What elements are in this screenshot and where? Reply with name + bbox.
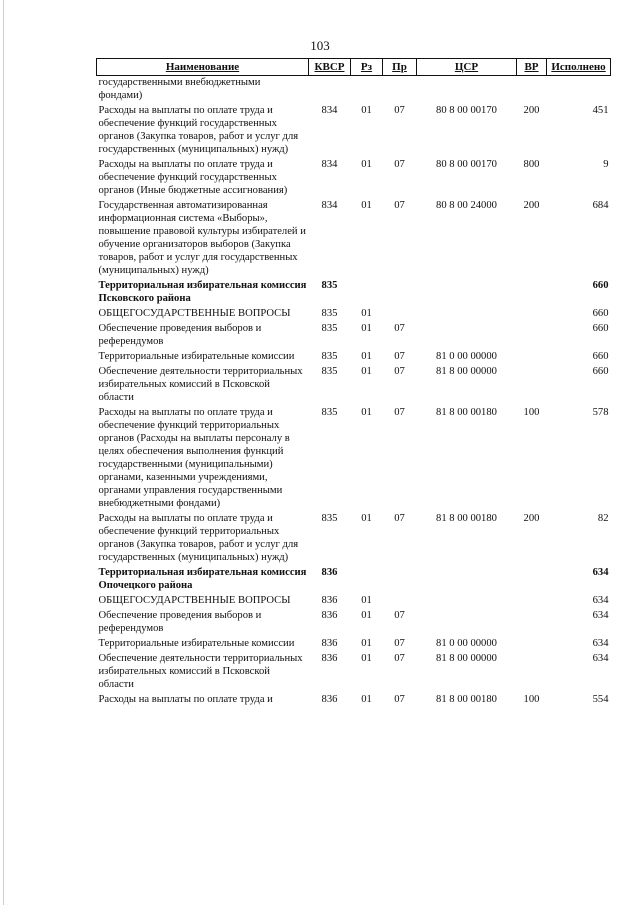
- cell-done: 634: [592, 595, 609, 606]
- table-row: [97, 365, 611, 406]
- cell-rz: 01: [361, 653, 372, 664]
- cell-vr: [517, 322, 547, 350]
- cell-csr: [417, 76, 517, 105]
- cell-name: Территориальная избирательная комиссия Псковского района: [98, 280, 307, 304]
- cell-name: Обеспечение проведения выборов и референдумов: [98, 610, 262, 634]
- cell-name: Территориальная избирательная комиссия Опочецкого района: [98, 567, 307, 591]
- table-row: [97, 279, 611, 307]
- cell-pr: 07: [394, 513, 405, 524]
- table-row: [97, 158, 611, 199]
- cell-kvsr: 835: [321, 351, 338, 362]
- cell-csr: 80 8 00 24000: [436, 200, 497, 211]
- cell-kvsr: 835: [321, 513, 338, 524]
- cell-kvsr: 835: [321, 407, 338, 418]
- table-row: [97, 104, 611, 158]
- table-row: [97, 566, 611, 594]
- header-name: Наименование: [97, 59, 309, 76]
- table-row: [97, 307, 611, 322]
- cell-kvsr: 835: [321, 366, 338, 377]
- cell-vr: 100: [523, 407, 540, 418]
- table-row: [97, 76, 611, 105]
- cell-csr: 81 8 00 00180: [436, 407, 497, 418]
- header-done: Исполнено: [547, 59, 611, 76]
- cell-done: 660: [592, 280, 609, 291]
- cell-pr: 07: [394, 105, 405, 116]
- cell-vr: 800: [523, 159, 540, 170]
- cell-csr: 81 8 00 00000: [436, 366, 497, 377]
- cell-kvsr: 836: [321, 653, 338, 664]
- cell-done: 82: [597, 513, 609, 524]
- cell-done: 660: [592, 308, 609, 319]
- cell-kvsr: 834: [321, 159, 338, 170]
- cell-rz: [351, 76, 383, 105]
- cell-vr: [517, 350, 547, 365]
- cell-pr: 07: [394, 366, 405, 377]
- cell-rz: 01: [361, 159, 372, 170]
- cell-done: 554: [592, 694, 609, 705]
- cell-name: Обеспечение проведения выборов и референдумов: [98, 323, 262, 347]
- cell-rz: 01: [361, 366, 372, 377]
- cell-csr: 80 8 00 00170: [436, 159, 497, 170]
- budget-table: [96, 58, 611, 708]
- cell-done: [547, 76, 611, 105]
- cell-pr: [383, 279, 417, 307]
- table-row: [97, 199, 611, 279]
- cell-pr: 07: [394, 351, 405, 362]
- cell-kvsr: 836: [321, 694, 338, 705]
- cell-rz: 01: [361, 638, 372, 649]
- cell-name: Обеспечение деятельности территориальных избирательных комиссий в Псковской области: [98, 653, 303, 690]
- table-row: [97, 322, 611, 350]
- cell-vr: 100: [523, 694, 540, 705]
- cell-kvsr: 836: [321, 610, 338, 621]
- cell-done: 578: [592, 407, 609, 418]
- cell-vr: [517, 279, 547, 307]
- header-csr: ЦСР: [417, 59, 517, 76]
- cell-kvsr: 836: [321, 595, 338, 606]
- cell-csr: [417, 609, 517, 637]
- cell-kvsr: 834: [321, 105, 338, 116]
- header-pr: Пр: [383, 59, 417, 76]
- cell-done: 684: [592, 200, 609, 211]
- cell-pr: [383, 307, 417, 322]
- cell-kvsr: 835: [321, 280, 338, 291]
- cell-csr: 81 0 00 00000: [436, 638, 497, 649]
- table-row: [97, 652, 611, 693]
- cell-rz: 01: [361, 105, 372, 116]
- cell-csr: [417, 279, 517, 307]
- cell-vr: [517, 307, 547, 322]
- cell-done: 660: [592, 366, 609, 377]
- cell-csr: 81 8 00 00180: [436, 694, 497, 705]
- cell-name: ОБЩЕГОСУДАРСТВЕННЫЕ ВОПРОСЫ: [98, 308, 291, 319]
- cell-pr: 07: [394, 323, 405, 334]
- cell-csr: 81 8 00 00180: [436, 513, 497, 524]
- cell-name: Территориальные избирательные комиссии: [98, 638, 295, 649]
- table-row: [97, 594, 611, 609]
- table-row: [97, 637, 611, 652]
- cell-rz: [351, 566, 383, 594]
- cell-kvsr: 835: [321, 323, 338, 334]
- cell-done: 660: [592, 351, 609, 362]
- cell-kvsr: 836: [321, 567, 338, 578]
- cell-pr: 07: [394, 407, 405, 418]
- cell-kvsr: 835: [321, 308, 338, 319]
- cell-vr: [517, 637, 547, 652]
- table-row: [97, 693, 611, 708]
- cell-done: 660: [592, 323, 609, 334]
- cell-pr: [383, 594, 417, 609]
- page-number: 103: [310, 38, 330, 53]
- cell-pr: [383, 566, 417, 594]
- cell-rz: 01: [361, 323, 372, 334]
- cell-vr: [517, 365, 547, 406]
- cell-csr: [417, 594, 517, 609]
- table-row: [97, 609, 611, 637]
- cell-pr: 07: [394, 653, 405, 664]
- header-vr: ВР: [517, 59, 547, 76]
- cell-rz: [351, 279, 383, 307]
- cell-vr: [517, 76, 547, 105]
- cell-pr: 07: [394, 200, 405, 211]
- cell-vr: 200: [523, 200, 540, 211]
- cell-done: 634: [592, 638, 609, 649]
- cell-done: 451: [592, 105, 609, 116]
- cell-done: 634: [592, 610, 609, 621]
- cell-csr: 81 8 00 00000: [436, 653, 497, 664]
- cell-name: Обеспечение деятельности территориальных избирательных комиссий в Псковской области: [98, 366, 303, 403]
- cell-rz: 01: [361, 308, 372, 319]
- cell-done: 634: [592, 567, 609, 578]
- cell-name: ОБЩЕГОСУДАРСТВЕННЫЕ ВОПРОСЫ: [98, 595, 291, 606]
- cell-vr: [517, 566, 547, 594]
- header-kvsr: КВСР: [309, 59, 351, 76]
- cell-pr: 07: [394, 159, 405, 170]
- cell-rz: 01: [361, 610, 372, 621]
- table-body: [97, 76, 611, 709]
- cell-vr: [517, 609, 547, 637]
- cell-kvsr: 834: [321, 200, 338, 211]
- cell-name: Государственная автоматизированная информационная система «Выборы», повышение правовой культуры избирателей и обучение организаторов выборов (Закупка товаров, работ и услуг для государственных (муниципальных) нужд): [98, 200, 306, 276]
- cell-kvsr: [309, 76, 351, 105]
- cell-pr: 07: [394, 610, 405, 621]
- cell-pr: 07: [394, 638, 405, 649]
- cell-name: Расходы на выплаты по оплате труда и обеспечение функций территориальных органов (Расходы на выплаты персоналу в целях обеспечения выполнения функций государственными (муниципальными) органами, казенными учреждениями, органами управления государственными внебюджетными фондами): [98, 407, 290, 509]
- cell-name: государственными внебюджетными фондами): [98, 77, 261, 101]
- cell-name: Расходы на выплаты по оплате труда и обеспечение функций государственных органов (Иные бюджетные ассигнования): [98, 159, 288, 196]
- scan-edge: [3, 0, 4, 905]
- cell-pr: 07: [394, 694, 405, 705]
- cell-name: Расходы на выплаты по оплате труда и: [98, 694, 273, 705]
- cell-vr: 200: [523, 105, 540, 116]
- cell-rz: 01: [361, 513, 372, 524]
- cell-kvsr: 836: [321, 638, 338, 649]
- cell-rz: 01: [361, 694, 372, 705]
- cell-name: Территориальные избирательные комиссии: [98, 351, 295, 362]
- cell-vr: 200: [523, 513, 540, 524]
- cell-name: Расходы на выплаты по оплате труда и обеспечение функций территориальных органов (Закупка товаров, работ и услуг для государственных (муниципальных) нужд): [98, 513, 299, 563]
- cell-rz: 01: [361, 200, 372, 211]
- cell-rz: 01: [361, 595, 372, 606]
- table-header-row: [97, 59, 611, 76]
- table-row: [97, 406, 611, 512]
- cell-done: 9: [603, 159, 609, 170]
- cell-csr: 80 8 00 00170: [436, 105, 497, 116]
- table-row: [97, 512, 611, 566]
- cell-done: 634: [592, 653, 609, 664]
- cell-rz: 01: [361, 351, 372, 362]
- table-row: [97, 350, 611, 365]
- cell-name: Расходы на выплаты по оплате труда и обеспечение функций государственных органов (Закупка товаров, работ и услуг для государственных (муниципальных) нужд): [98, 105, 299, 155]
- cell-csr: 81 0 00 00000: [436, 351, 497, 362]
- cell-csr: [417, 566, 517, 594]
- cell-pr: [383, 76, 417, 105]
- cell-rz: 01: [361, 407, 372, 418]
- cell-csr: [417, 322, 517, 350]
- cell-vr: [517, 594, 547, 609]
- header-rz: Рз: [351, 59, 383, 76]
- cell-vr: [517, 652, 547, 693]
- cell-csr: [417, 307, 517, 322]
